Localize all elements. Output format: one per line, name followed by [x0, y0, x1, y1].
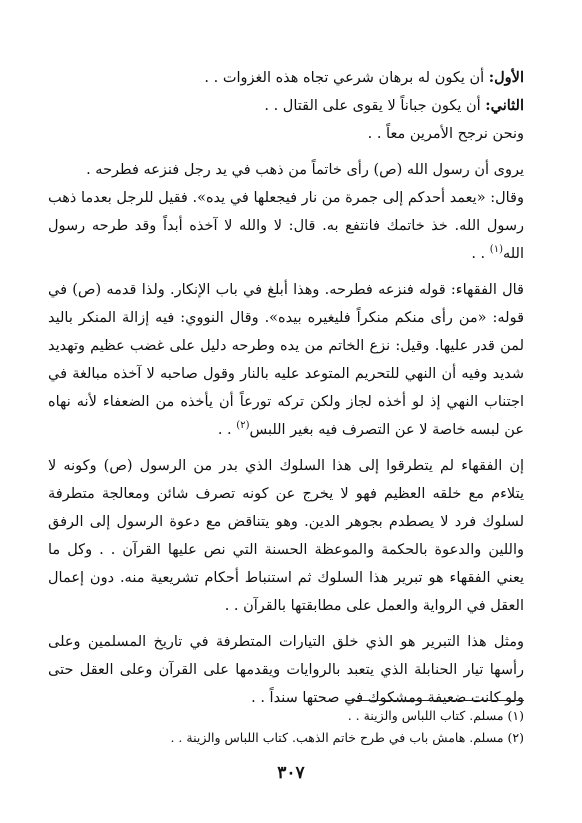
paragraph-conclusion: ونحن نرجح الأمرين معاً . .	[367, 126, 524, 142]
footnotes	[48, 700, 524, 749]
hadith-text: وقال: «يعمد أحدكم إلى جمرة من نار فيجعلها في يده». فقيل للرجل بعدما ذهب رسول الله. خذ خاتمك فانتفع به. قال: لا والله لا آخذه أبداً وقد طرحه رسول الله	[48, 190, 524, 262]
paragraph-hadith	[48, 184, 524, 268]
footnote-ref-2: (٢)	[236, 420, 250, 432]
spacer	[48, 268, 524, 276]
jurists-end: . .	[217, 422, 237, 438]
main-text	[48, 64, 524, 712]
footnote-2: (٢) مسلم. هامش باب في طرح خاتم الذهب. كتاب اللباس والزينة . .	[170, 730, 524, 745]
spacer	[48, 444, 524, 452]
paragraph-first-reason	[48, 64, 524, 92]
spacer	[48, 148, 524, 156]
footnote-ref-1: (١)	[489, 244, 503, 256]
page-number: ٣٠٧	[277, 763, 305, 783]
paragraph-critique: إن الفقهاء لم يتطرقوا إلى هذا السلوك الذي بدر من الرسول (ص) وكونه لا يتلاءم مع خلقه العظيم فهو لا يخرج عن كونه تصرف شائن ومعالجة متطرفة لسلوك فرد لا يصطدم بجوهر الدين. وهو يتناقض مع دعوة الرسول إلى الرفق واللين والدعوة بالحكمة والموعظة الحسنة التي نص عليها القرآن . . وكل ما يعني الفقهاء هو تبرير هذا السلوك ثم استنباط أحكام تشريعية منه. دون إعمال العقل في الرواية والعمل على مطابقتها بالقرآن . .	[48, 458, 524, 614]
paragraph-extremism: ومثل هذا التبرير هو الذي خلق التيارات المتطرفة في تاريخ المسلمين وعلى رأسها تيار الحنابلة الذي يتعبد بالروايات ويقدمها على القرآن وعلى العقل حتى ولو كانت ضعيفة ومشكوك في صحتها سنداً . .	[48, 634, 524, 706]
second-text: أن يكون جباناً لا يقوى على القتال . .	[264, 98, 486, 114]
spacer	[48, 620, 524, 628]
first-label: الأول:	[488, 69, 524, 86]
paragraph-second-reason	[48, 92, 524, 120]
hadith-end: . .	[471, 246, 490, 262]
second-label: الثاني:	[485, 97, 524, 114]
paragraph-jurists	[48, 276, 524, 444]
footnote-divider	[346, 700, 524, 701]
first-text: أن يكون له برهان شرعي تجاه هذه الغزوات . .	[204, 70, 489, 86]
jurists-text: قال الفقهاء: قوله فنزعه فطرحه. وهذا أبلغ في باب الإنكار. ولذا قدمه (ص) في قوله: «من رأى منكم منكراً فليغيره بيده». وقال النووي: فيه إزالة المنكر باليد لمن قدر عليها. وقيل: نزع الخاتم من يده وطرحه دليل على غضب عظيم وتهديد شديد وفيه أن النهي للتحريم المتوعد عليه بالنار وقول صاحبه لا آخذه مبالغة في اجتناب النهي إذ لو أخذه لجاز ولكن تركه تورعاً أن يأخذه من الضعفاء لأنه نهاه عن لبسه خاصة لا عن التصرف فيه بغير اللبس	[48, 282, 524, 438]
paragraph-narration: يروى أن رسول الله (ص) رأى خاتماً من ذهب في يد رجل فنزعه فطرحه .	[86, 162, 524, 178]
footnote-1: (١) مسلم. كتاب اللباس والزينة . .	[347, 708, 524, 723]
